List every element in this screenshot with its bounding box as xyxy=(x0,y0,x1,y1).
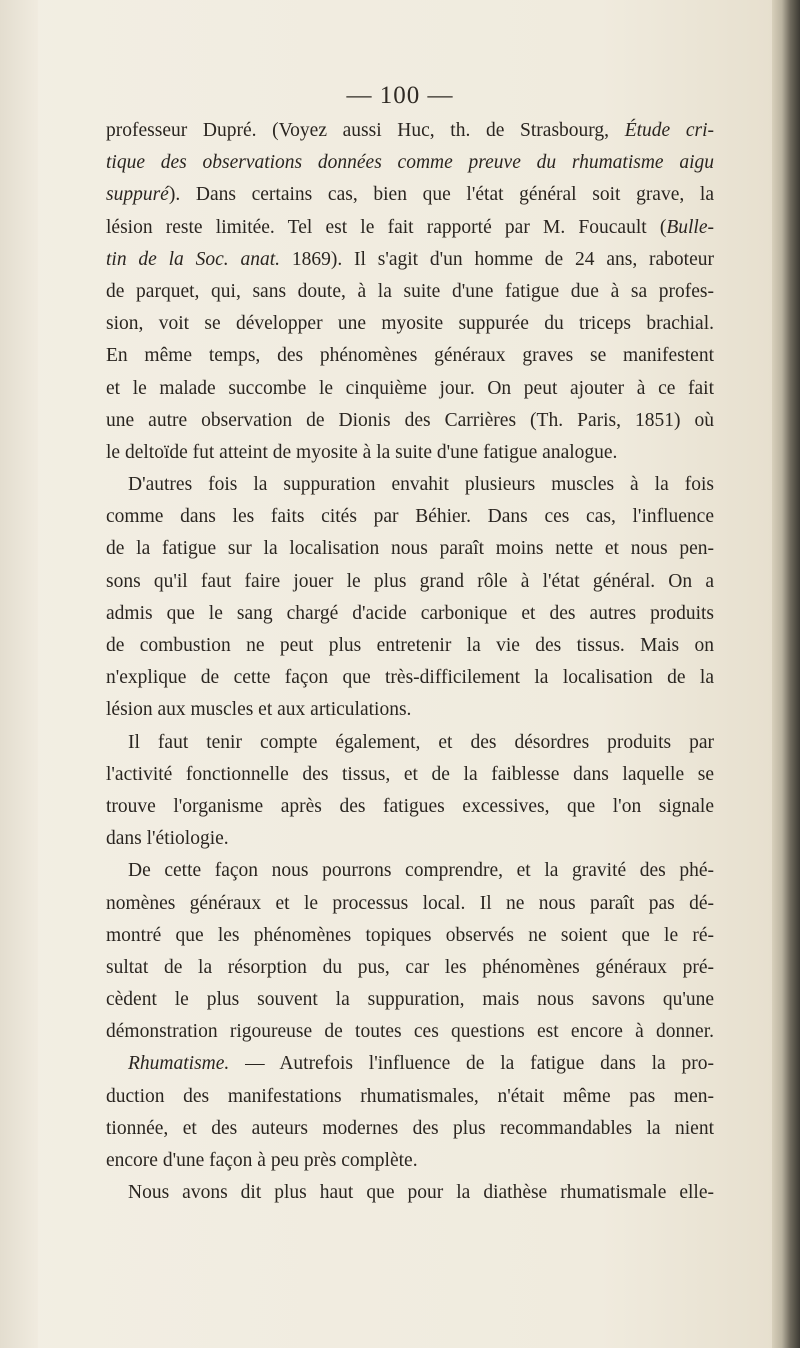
text-segment: et le malade succombe le cinquième jour. On peut ajouter à ce fait xyxy=(106,377,714,399)
text-line xyxy=(106,1081,714,1113)
text-segment: — Autrefois l'influence de la fatigue dans la pro- xyxy=(229,1053,714,1075)
text-segment: sion, voit se développer une myosite suppurée du triceps brachial. xyxy=(106,313,714,335)
text-line xyxy=(106,1016,714,1048)
text-line xyxy=(106,533,714,565)
text-line xyxy=(106,373,714,405)
text-segment: D'autres fois la suppuration envahit plusieurs muscles à la fois xyxy=(128,474,714,496)
italic-text-segment: tique des observations données comme preuve du rhumatisme aigu xyxy=(106,152,714,174)
text-segment: cèdent le plus souvent la suppuration, mais nous savons qu'une xyxy=(106,989,714,1011)
text-line xyxy=(106,791,714,823)
page-edge-shadow xyxy=(772,0,800,1348)
text-line xyxy=(106,469,714,501)
text-line xyxy=(106,598,714,630)
text-segment: professeur Dupré. (Voyez aussi Huc, th. de Strasbourg, xyxy=(106,120,625,141)
text-line xyxy=(106,952,714,984)
text-segment: de parquet, qui, sans doute, à la suite d'une fatigue due à sa profes- xyxy=(106,280,714,302)
text-line xyxy=(106,1048,714,1080)
italic-text-segment: Étude cri- xyxy=(624,120,715,141)
text-line xyxy=(106,244,714,276)
body-text xyxy=(106,115,714,1209)
page-number: — 100 — xyxy=(346,82,454,109)
italic-text-segment: tin de la Soc. anat. xyxy=(106,248,281,270)
text-segment: En même temps, des phénomènes généraux graves se manifestent xyxy=(106,345,714,367)
text-line xyxy=(106,437,714,469)
text-line xyxy=(106,823,714,855)
text-segment: 1869). Il s'agit d'un homme de 24 ans, raboteur xyxy=(280,248,714,270)
text-segment: lésion aux muscles et aux articulations. xyxy=(106,699,412,721)
text-line xyxy=(106,694,714,726)
text-line xyxy=(106,566,714,598)
text-line xyxy=(106,920,714,952)
text-segment: lésion reste limitée. Tel est le fait rapporté par M. Foucault ( xyxy=(106,216,667,238)
text-segment: ). Dans certains cas, bien que l'état général soit grave, la xyxy=(168,184,714,206)
text-line xyxy=(106,147,714,179)
text-line xyxy=(106,115,714,147)
text-line xyxy=(106,759,714,791)
text-line xyxy=(106,179,714,211)
text-line xyxy=(106,1177,714,1209)
text-segment: une autre observation de Dionis des Carrières (Th. Paris, 1851) où xyxy=(106,409,714,431)
text-segment: l'activité fonctionnelle des tissus, et de la faiblesse dans laquelle se xyxy=(106,763,714,785)
text-segment: montré que les phénomènes topiques observés ne soient que le ré- xyxy=(106,924,714,946)
text-segment: admis que le sang chargé d'acide carbonique et des autres produits xyxy=(106,602,714,624)
text-segment: Il faut tenir compte également, et des désordres produits par xyxy=(128,731,714,753)
text-line xyxy=(106,1113,714,1145)
text-line xyxy=(106,212,714,244)
text-segment: nomènes généraux et le processus local. Il ne nous paraît pas dé- xyxy=(106,892,714,914)
text-line xyxy=(106,501,714,533)
text-line xyxy=(106,855,714,887)
text-segment: le deltoïde fut atteint de myosite à la suite d'une fatigue analogue. xyxy=(106,441,618,463)
text-line xyxy=(106,405,714,437)
text-segment: n'explique de cette façon que très-difficilement la localisation de la xyxy=(106,667,714,689)
text-line xyxy=(106,662,714,694)
text-segment: démonstration rigoureuse de toutes ces questions est encore à donner. xyxy=(106,1021,714,1043)
text-segment: sons qu'il faut faire jouer le plus grand rôle à l'état général. On a xyxy=(106,570,714,592)
text-segment: trouve l'organisme après des fatigues excessives, que l'on signale xyxy=(106,795,714,817)
text-segment: encore d'une façon à peu près complète. xyxy=(106,1150,418,1171)
text-segment: tionnée, et des auteurs modernes des plus recommandables la nient xyxy=(106,1117,714,1139)
text-line xyxy=(106,727,714,759)
text-segment: de la fatigue sur la localisation nous paraît moins nette et nous pen- xyxy=(106,538,714,560)
text-line xyxy=(106,276,714,308)
italic-text-segment: suppuré xyxy=(106,184,169,206)
text-line xyxy=(106,308,714,340)
page-gutter-shading xyxy=(0,0,38,1348)
text-line xyxy=(106,630,714,662)
text-segment: sultat de la résorption du pus, car les phénomènes généraux pré- xyxy=(106,956,714,978)
text-segment: duction des manifestations rhumatismales, n'était même pas men- xyxy=(106,1085,714,1107)
italic-text-segment: Bulle- xyxy=(666,216,714,238)
text-segment: comme dans les faits cités par Béhier. Dans ces cas, l'influence xyxy=(106,506,714,528)
text-segment: dans l'étiologie. xyxy=(106,828,229,850)
text-line xyxy=(106,340,714,372)
text-segment: de combustion ne peut plus entretenir la vie des tissus. Mais on xyxy=(106,635,714,656)
text-line xyxy=(106,1145,714,1177)
italic-text-segment: Rhumatisme. xyxy=(128,1053,230,1075)
text-segment: Nous avons dit plus haut que pour la diathèse rhumatismale elle- xyxy=(128,1182,714,1204)
text-line xyxy=(106,984,714,1016)
text-line xyxy=(106,888,714,920)
text-segment: De cette façon nous pourrons comprendre, et la gravité des phé- xyxy=(128,860,714,882)
